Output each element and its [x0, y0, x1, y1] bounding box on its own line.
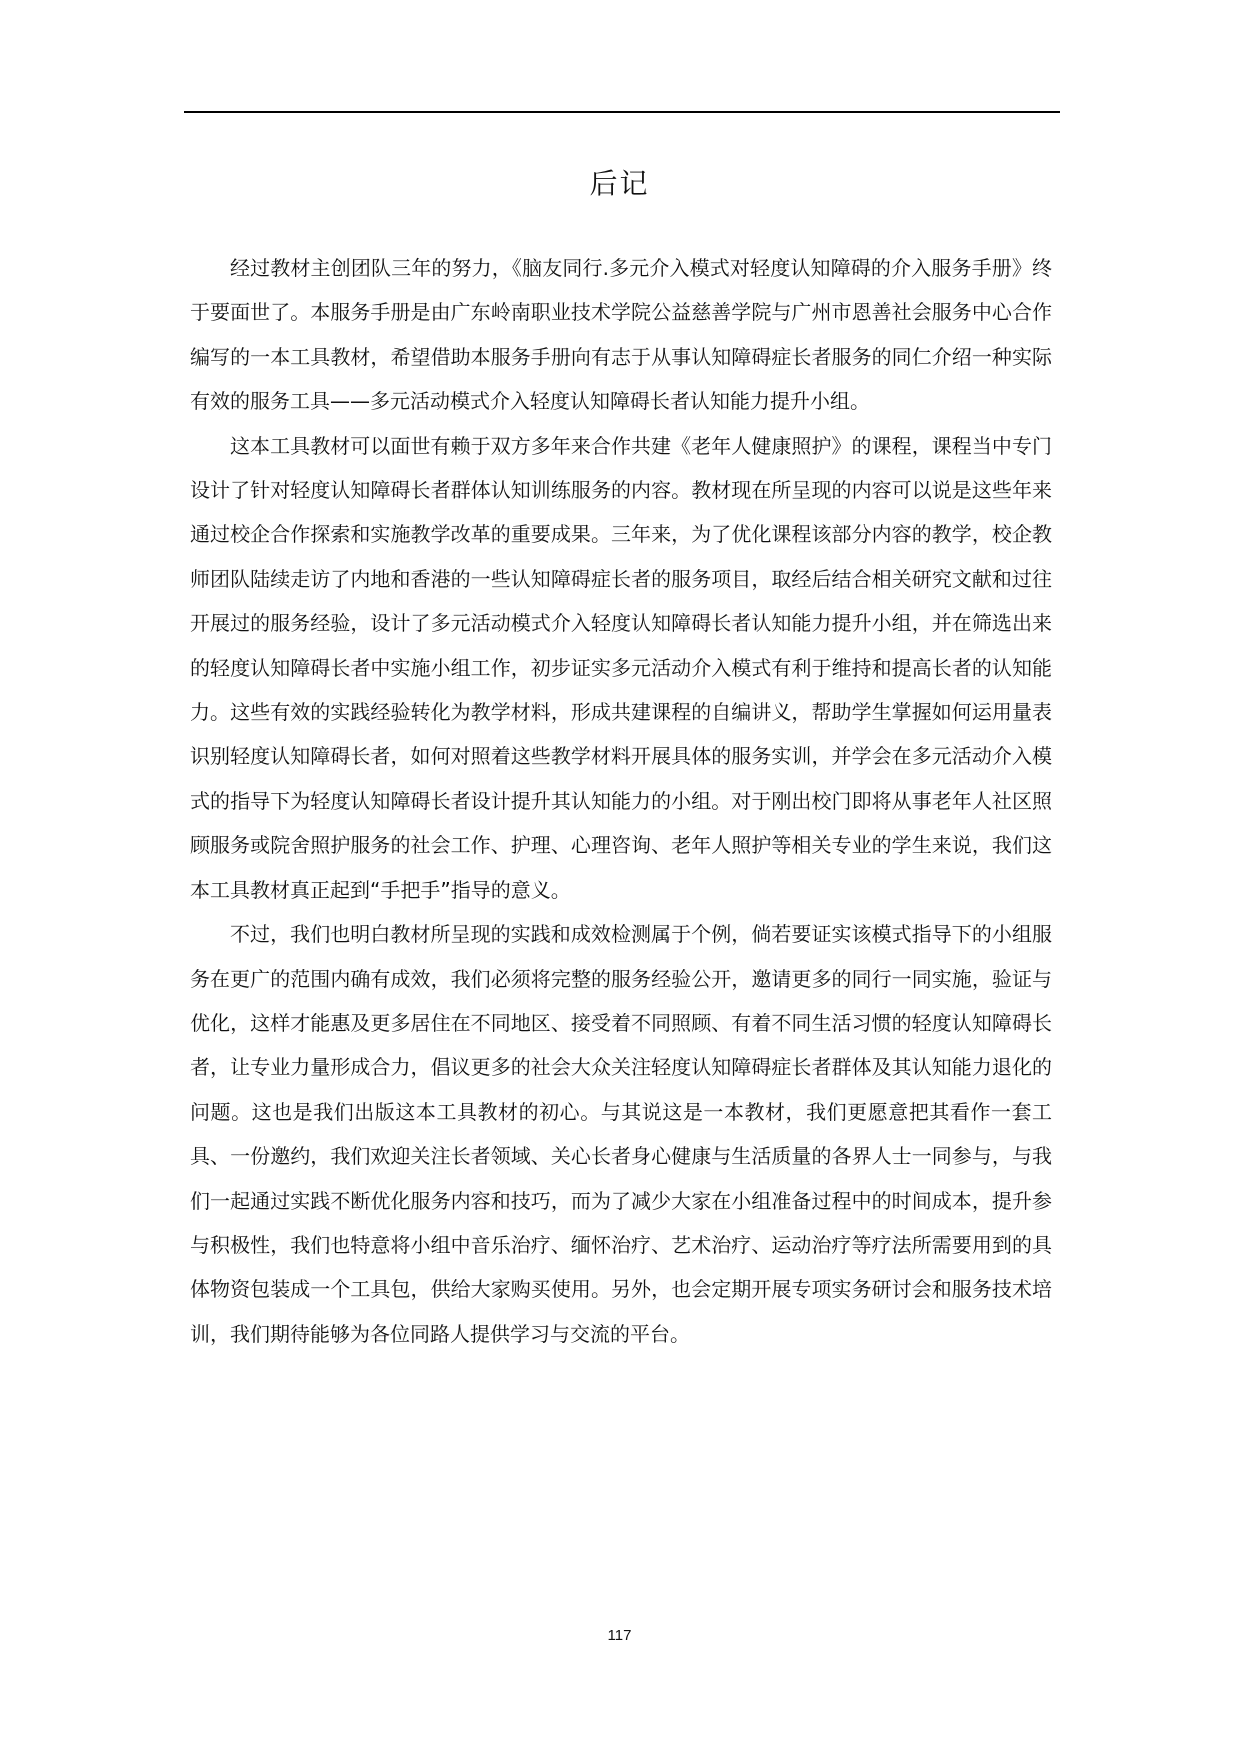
paragraph-2: 这本工具教材可以面世有赖于双方多年来合作共建《老年人健康照护》的课程，课程当中专门设计了针对轻度认知障碍长者群体认知训练服务的内容。教材现在所呈现的内容可以说是这些年来通过校企合作探索和实施教学改革的重要成果。三年来，为了优化课程该部分内容的教学，校企教师团队陆续走访了内地和香港的一些认知障碍症长者的服务项目，取经后结合相关研究文献和过往开展过的服务经验，设计了多元活动模式介入轻度认知障碍长者认知能力提升小组，并在筛选出来的轻度认知障碍长者中实施小组工作，初步证实多元活动介入模式有利于维持和提高长者的认知能力。这些有效的实践经验转化为教学材料，形成共建课程的自编讲义，帮助学生掌握如何运用量表识别轻度认知障碍长者，如何对照着这些教学材料开展具体的服务实训，并学会在多元活动介入模式的指导下为轻度认知障碍长者设计提升其认知能力的小组。对于刚出校门即将从事老年人社区照顾服务或院舍照护服务的社会工作、护理、心理咨询、老年人照护等相关专业的学生来说，我们这本工具教材真正起到“手把手”指导的意义。 [190, 433, 1052, 902]
header-rule [184, 111, 1060, 113]
body-text [190, 246, 1052, 1356]
paragraph-1: 经过教材主创团队三年的努力，《脑友同行.多元介入模式对轻度认知障碍的介入服务手册》终于要面世了。本服务手册是由广东岭南职业技术学院公益慈善学院与广州市恩善社会服务中心合作编写的一本工具教材，希望借助本服务手册向有志于从事认知障碍症长者服务的同仁介绍一种实际有效的服务工具——多元活动模式介入轻度认知障碍长者认知能力提升小组。 [190, 256, 1052, 414]
paragraph-3: 不过，我们也明白教材所呈现的实践和成效检测属于个例，倘若要证实该模式指导下的小组服务在更广的范围内确有成效，我们必须将完整的服务经验公开，邀请更多的同行一同实施，验证与优化，这样才能惠及更多居住在不同地区、接受着不同照顾、有着不同生活习惯的轻度认知障碍长者，让专业力量形成合力，倡议更多的社会大众关注轻度认知障碍症长者群体及其认知能力退化的问题。这也是我们出版这本工具教材的初心。与其说这是一本教材，我们更愿意把其看作一套工具、一份邀约，我们欢迎关注长者领域、关心长者身心健康与生活质量的各界人士一同参与，与我们一起通过实践不断优化服务内容和技巧，而为了减少大家在小组准备过程中的时间成本，提升参与积极性，我们也特意将小组中音乐治疗、缅怀治疗、艺术治疗、运动治疗等疗法所需要用到的具体物资包装成一个工具包，供给大家购买使用。另外，也会定期开展专项实务研讨会和服务技术培训，我们期待能够为各位同路人提供学习与交流的平台。 [190, 922, 1052, 1346]
page-number: 117 [607, 1627, 632, 1644]
page-title: 后记 [589, 167, 650, 200]
